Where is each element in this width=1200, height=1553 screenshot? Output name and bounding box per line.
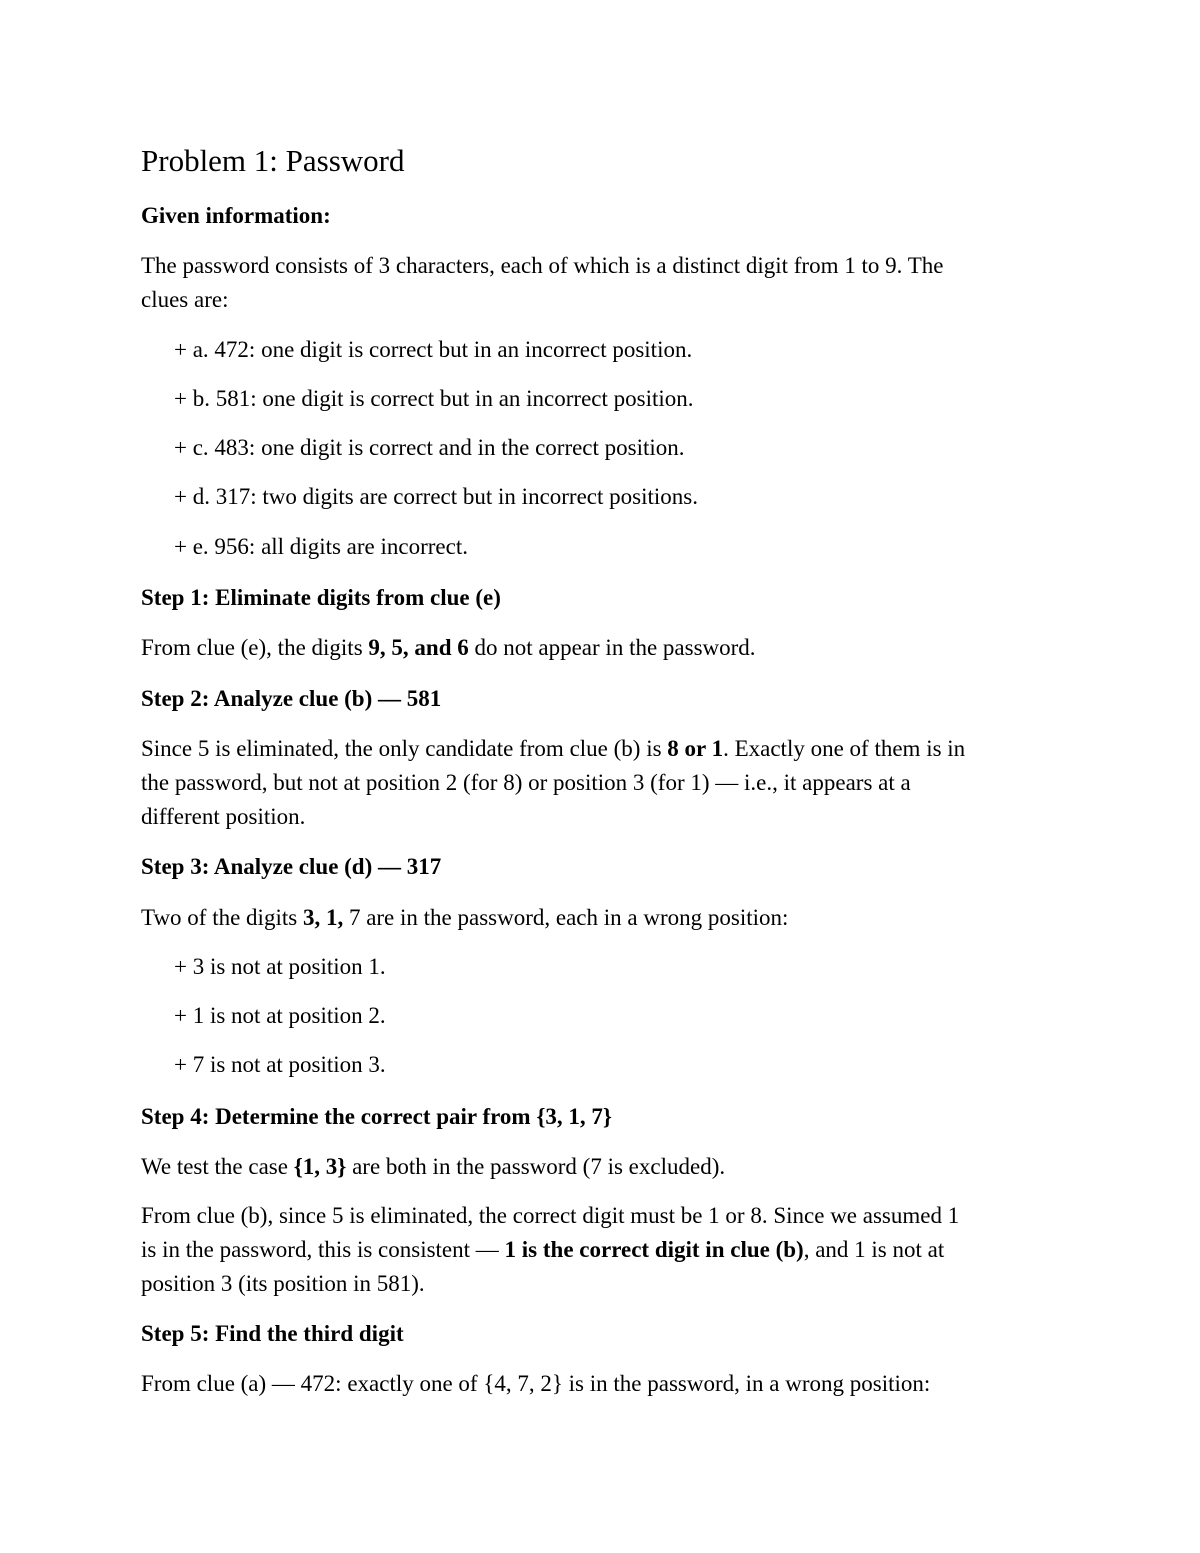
intro-line-2: clues are: [141, 287, 229, 312]
step2-heading: Step 2: Analyze clue (b) — 581 [141, 686, 442, 711]
step4-text-c: are both in the password (7 is excluded). [346, 1154, 726, 1179]
step4-text-l3bold: 1 is the correct digit in clue (b) [504, 1237, 804, 1262]
step1-text-c: do not appear in the password. [468, 635, 756, 660]
step4-line-4: position 3 (its position in 581). [141, 1271, 425, 1296]
step2-line-1 [141, 732, 965, 766]
step1-text-a: From clue (e), the digits [141, 635, 369, 660]
intro-line-1: The password consists of 3 characters, each of which is a distinct digit from 1 to 9. The [141, 253, 944, 278]
step5-line-1: From clue (a) — 472: exactly one of {4, 7, 2} is in the password, in a wrong position: [141, 1371, 931, 1396]
step3-text-a: Two of the digits [141, 905, 303, 930]
step2-text-a: Since 5 is eliminated, the only candidate from clue (b) is [141, 736, 668, 761]
step2-line-3: different position. [141, 804, 306, 829]
step4-heading: Step 4: Determine the correct pair from {3, 1, 7} [141, 1104, 612, 1129]
step2-text-c: . Exactly one of them is in [723, 736, 966, 761]
step3-bullet-1: + 3 is not at position 1. [174, 954, 386, 979]
step4-line-1 [141, 1150, 725, 1184]
step4-text-l3a: is in the password, this is consistent — [141, 1237, 505, 1262]
step4-text-l3c: , and 1 is not at [803, 1237, 945, 1262]
given-heading: Given information: [141, 203, 331, 228]
page-title: Problem 1: Password [141, 143, 405, 178]
step1-paragraph [141, 631, 756, 665]
step3-text-bold: 3, 1, [302, 905, 344, 930]
step4-text-bold: {1, 3} [293, 1154, 347, 1179]
clue-e: + e. 956: all digits are incorrect. [174, 534, 468, 559]
step4-text-a: We test the case [141, 1154, 294, 1179]
step4-line-3 [141, 1233, 944, 1267]
step3-bullet-3: + 7 is not at position 3. [174, 1052, 386, 1077]
step3-bullet-2: + 1 is not at position 2. [174, 1003, 386, 1028]
clue-d: + d. 317: two digits are correct but in incorrect positions. [174, 484, 698, 509]
clue-b: + b. 581: one digit is correct but in an incorrect position. [174, 386, 694, 411]
step3-line-1 [141, 901, 788, 935]
step2-text-bold: 8 or 1 [667, 736, 724, 761]
step1-heading: Step 1: Eliminate digits from clue (e) [141, 585, 501, 610]
clue-c: + c. 483: one digit is correct and in the correct position. [174, 435, 685, 460]
step3-text-c: 7 are in the password, each in a wrong position: [343, 905, 789, 930]
step3-heading: Step 3: Analyze clue (d) — 317 [141, 854, 442, 879]
clue-a: + a. 472: one digit is correct but in an incorrect position. [174, 337, 693, 362]
step2-line-2: the password, but not at position 2 (for 8) or position 3 (for 1) — i.e., it appears at a [141, 770, 911, 795]
step4-line-2: From clue (b), since 5 is eliminated, the correct digit must be 1 or 8. Since we assumed 1 [141, 1203, 960, 1228]
step1-text-bold: 9, 5, and 6 [368, 635, 469, 660]
step5-heading: Step 5: Find the third digit [141, 1321, 404, 1346]
